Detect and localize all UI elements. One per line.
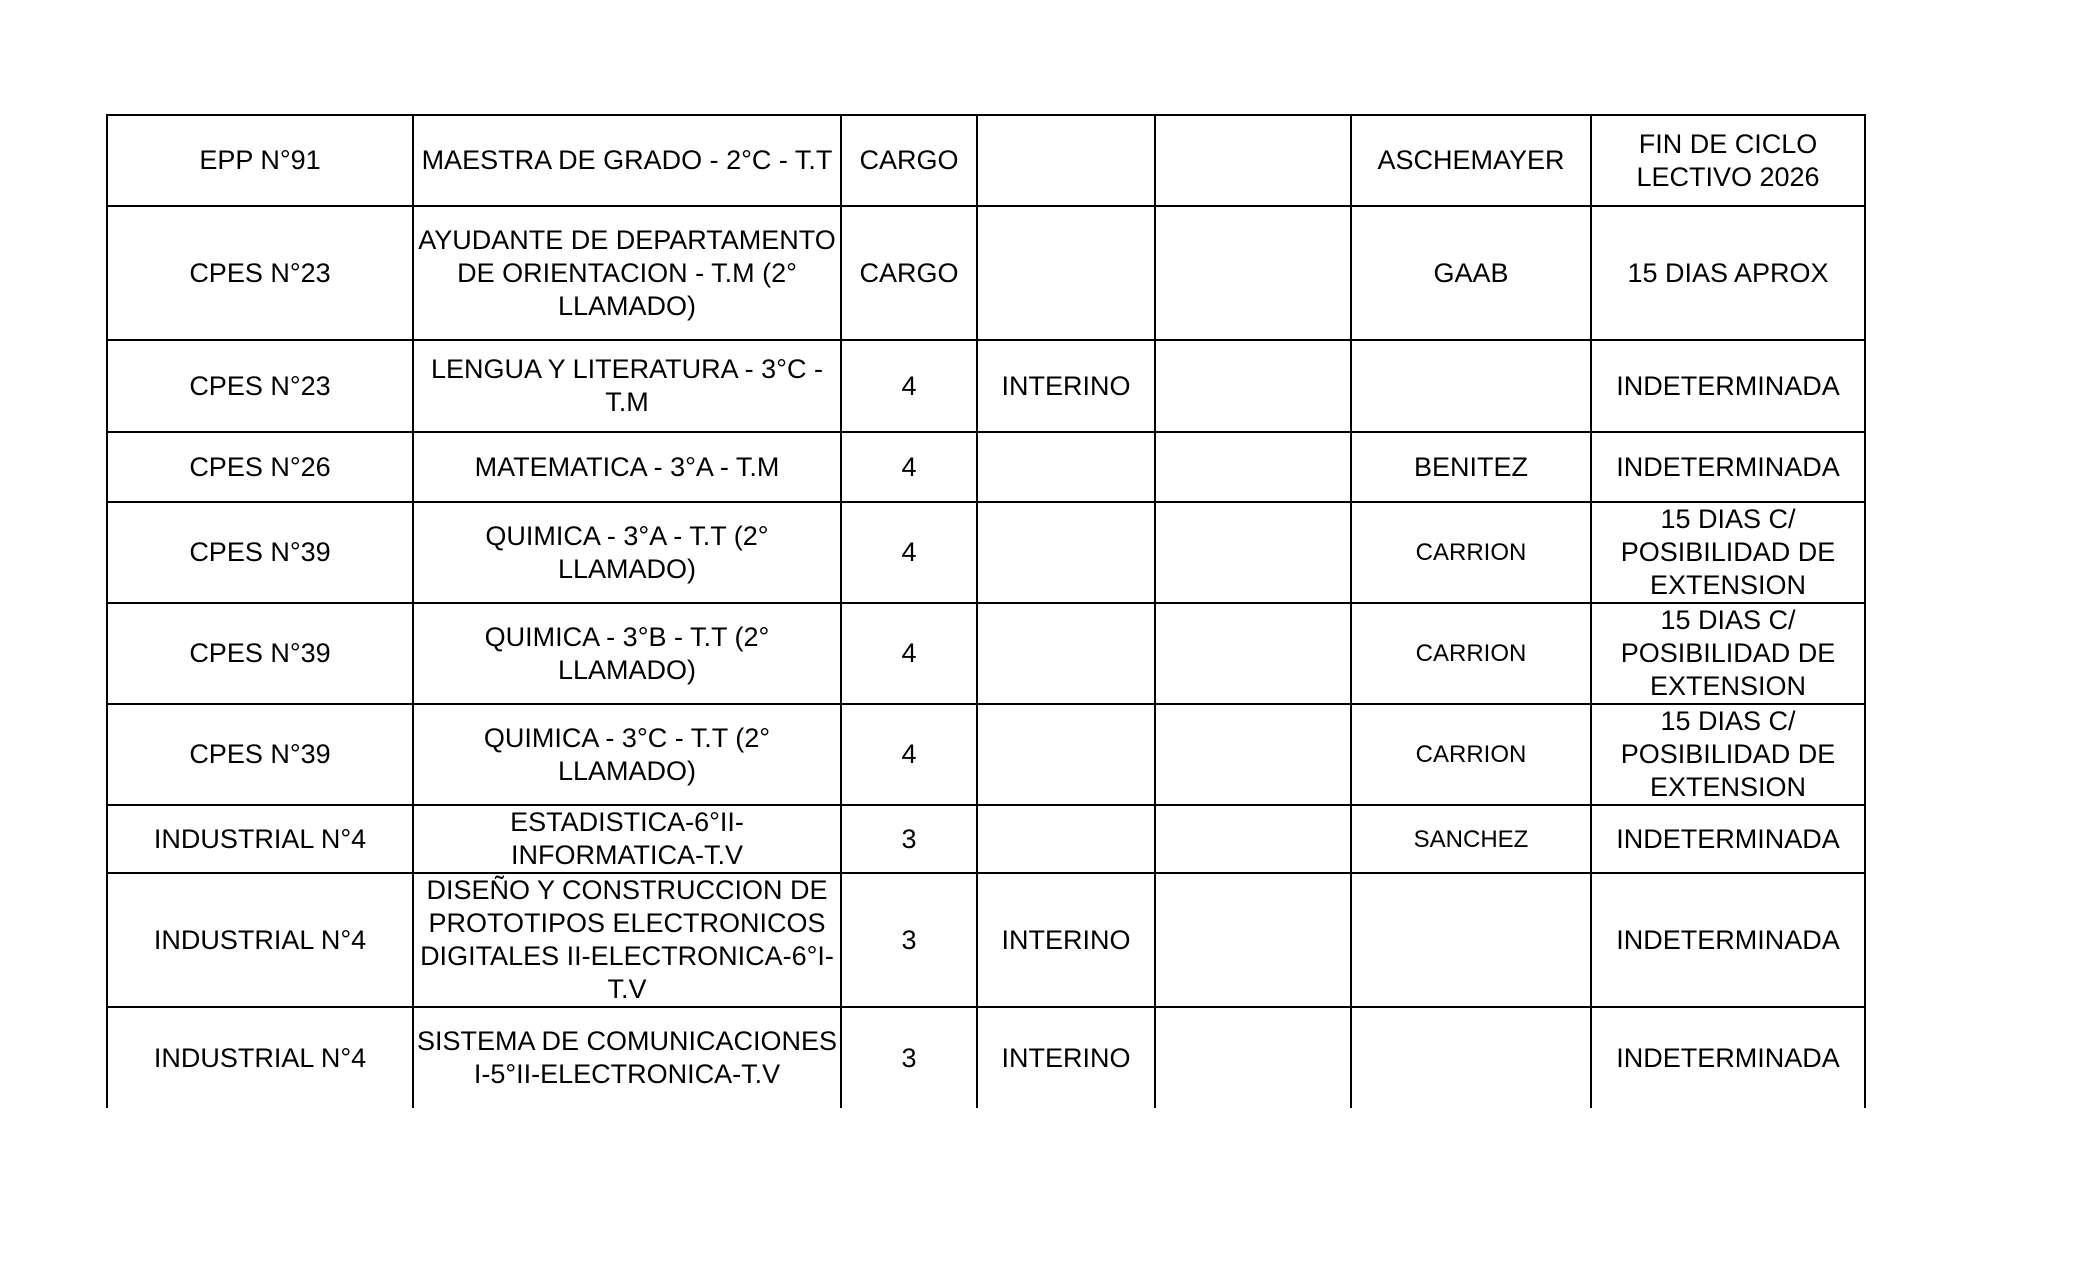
cell-blank xyxy=(1155,432,1351,502)
cell-duration: 15 DIAS C/ POSIBILIDAD DE EXTENSION xyxy=(1591,704,1865,805)
cell-hours: 4 xyxy=(841,432,977,502)
cell-duration: FIN DE CICLO LECTIVO 2026 xyxy=(1591,115,1865,206)
cell-subject: SISTEMA DE COMUNICACIONES I-5°II-ELECTRONICA-T.V xyxy=(413,1007,841,1108)
cell-subject: ESTADISTICA-6°II-INFORMATICA-T.V xyxy=(413,805,841,873)
cell-subject: MATEMATICA - 3°A - T.M xyxy=(413,432,841,502)
cell-hours: 4 xyxy=(841,603,977,704)
cell-duration: INDETERMINADA xyxy=(1591,432,1865,502)
cell-blank xyxy=(1155,603,1351,704)
cell-teacher: SANCHEZ xyxy=(1351,805,1591,873)
cell-school: INDUSTRIAL N°4 xyxy=(107,805,413,873)
cell-school: CPES N°23 xyxy=(107,340,413,432)
table-row xyxy=(107,704,1865,805)
cell-duration: 15 DIAS C/ POSIBILIDAD DE EXTENSION xyxy=(1591,603,1865,704)
cell-duration: 15 DIAS C/ POSIBILIDAD DE EXTENSION xyxy=(1591,502,1865,603)
cell-hours: CARGO xyxy=(841,115,977,206)
cell-status: INTERINO xyxy=(977,340,1155,432)
cell-hours: 3 xyxy=(841,805,977,873)
cell-hours: CARGO xyxy=(841,206,977,340)
cell-blank xyxy=(1155,502,1351,603)
cell-school: CPES N°39 xyxy=(107,502,413,603)
table-row xyxy=(107,115,1865,206)
cell-blank xyxy=(1155,873,1351,1007)
cell-subject: LENGUA Y LITERATURA - 3°C - T.M xyxy=(413,340,841,432)
cell-hours: 3 xyxy=(841,1007,977,1108)
table-row xyxy=(107,206,1865,340)
cell-status: INTERINO xyxy=(977,1007,1155,1108)
cell-subject: AYUDANTE DE DEPARTAMENTO DE ORIENTACION - T.M (2° LLAMADO) xyxy=(413,206,841,340)
cell-blank xyxy=(1155,1007,1351,1108)
cell-subject: QUIMICA - 3°B - T.T (2° LLAMADO) xyxy=(413,603,841,704)
cell-status xyxy=(977,206,1155,340)
table-row xyxy=(107,873,1865,1007)
table-row xyxy=(107,805,1865,873)
cell-duration: INDETERMINADA xyxy=(1591,340,1865,432)
table-row xyxy=(107,432,1865,502)
cell-teacher: CARRION xyxy=(1351,502,1591,603)
cell-school: INDUSTRIAL N°4 xyxy=(107,873,413,1007)
cell-school: CPES N°26 xyxy=(107,432,413,502)
cell-school: CPES N°39 xyxy=(107,704,413,805)
cell-teacher: GAAB xyxy=(1351,206,1591,340)
cell-teacher xyxy=(1351,1007,1591,1108)
cell-subject: QUIMICA - 3°C - T.T (2° LLAMADO) xyxy=(413,704,841,805)
cell-status xyxy=(977,704,1155,805)
cell-duration: 15 DIAS APROX xyxy=(1591,206,1865,340)
cell-subject: QUIMICA - 3°A - T.T (2° LLAMADO) xyxy=(413,502,841,603)
cell-school: CPES N°39 xyxy=(107,603,413,704)
cell-blank xyxy=(1155,206,1351,340)
cell-status xyxy=(977,502,1155,603)
cell-status xyxy=(977,432,1155,502)
cell-duration: INDETERMINADA xyxy=(1591,805,1865,873)
cell-teacher: ASCHEMAYER xyxy=(1351,115,1591,206)
cell-duration: INDETERMINADA xyxy=(1591,1007,1865,1108)
cell-status xyxy=(977,115,1155,206)
cell-teacher xyxy=(1351,873,1591,1007)
cell-status xyxy=(977,603,1155,704)
cell-blank xyxy=(1155,340,1351,432)
cell-hours: 4 xyxy=(841,704,977,805)
table-row xyxy=(107,502,1865,603)
cell-subject: DISEÑO Y CONSTRUCCION DE PROTOTIPOS ELECTRONICOS DIGITALES II-ELECTRONICA-6°I-T.V xyxy=(413,873,841,1007)
cell-blank xyxy=(1155,704,1351,805)
table-body xyxy=(107,115,1865,1108)
cell-status: INTERINO xyxy=(977,873,1155,1007)
cell-blank xyxy=(1155,115,1351,206)
cell-teacher: CARRION xyxy=(1351,704,1591,805)
table-row xyxy=(107,340,1865,432)
table-row xyxy=(107,1007,1865,1108)
cell-blank xyxy=(1155,805,1351,873)
cell-teacher: CARRION xyxy=(1351,603,1591,704)
cell-teacher xyxy=(1351,340,1591,432)
cell-school: CPES N°23 xyxy=(107,206,413,340)
cell-school: EPP N°91 xyxy=(107,115,413,206)
cell-status xyxy=(977,805,1155,873)
cell-hours: 4 xyxy=(841,340,977,432)
vacancy-table xyxy=(106,114,1866,1108)
cell-subject: MAESTRA DE GRADO - 2°C - T.T xyxy=(413,115,841,206)
cell-school: INDUSTRIAL N°4 xyxy=(107,1007,413,1108)
cell-duration: INDETERMINADA xyxy=(1591,873,1865,1007)
table-row xyxy=(107,603,1865,704)
cell-teacher: BENITEZ xyxy=(1351,432,1591,502)
cell-hours: 3 xyxy=(841,873,977,1007)
cell-hours: 4 xyxy=(841,502,977,603)
